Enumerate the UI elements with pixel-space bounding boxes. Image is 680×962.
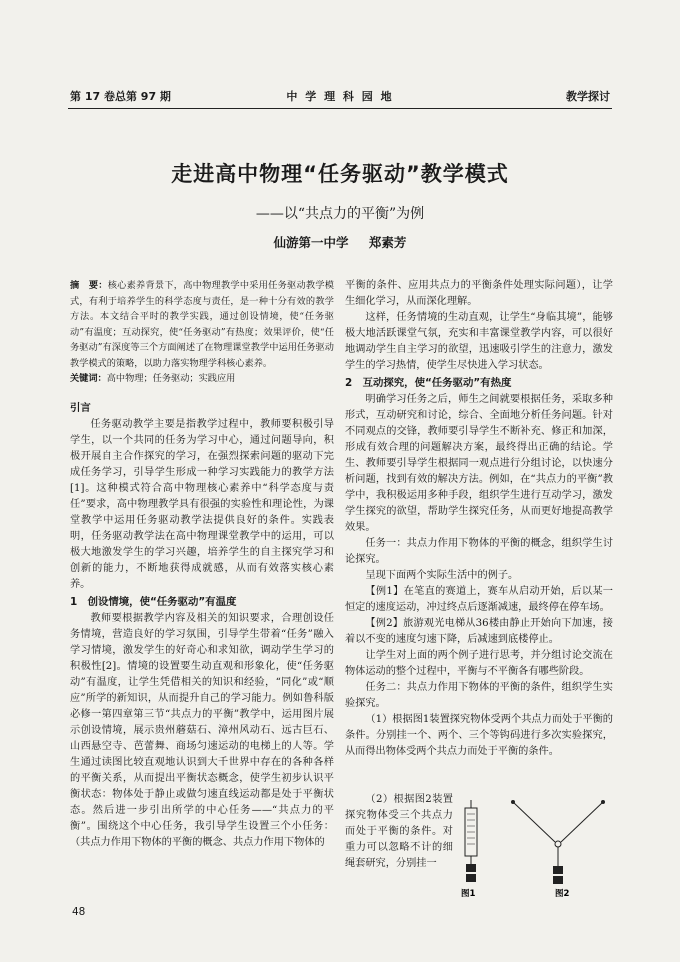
- article-title: 走进高中物理“任务驱动”教学模式: [171, 162, 509, 186]
- experiment-2: （2）根据图2装置探究物体受三个共点力而处于平衡的条件。对重力可以忽略不计的细绳套研究，分别挂一: [345, 794, 453, 869]
- intro-paragraph: 任务驱动教学主要是指教学过程中，教师要积极引导学生，以一个共同的任务为学习中心，通过问题导向，积极开展自主合作探究的学习，在强烈探索问题的驱动下完成任务学习，引导学生形成一种学习实践能力的教学方法[1]。这种模式符合高中物理核心素养中“科学态度与责任”要求，高中物理教学具有很强的实验性和理论性，为课堂教学中运用任务驱动教学法提供良好的条件。实践表明，任务驱动教学法在高中物理课堂教学中的运用，可以极大地激发学生的学习兴趣，培养学生的自主探究学习和创新的能力，不断地获得成就感，从而有效落实核心素养。: [70, 418, 334, 590]
- section1-heading: 1 创设情境，使“任务驱动”有温度: [70, 595, 237, 608]
- section2-heading: 2 互动探究，使“任务驱动”有热度: [345, 377, 512, 389]
- page-number: 48: [72, 906, 86, 918]
- abstract-label: 摘 要：: [70, 280, 108, 291]
- keywords-label: 关键词：: [70, 373, 107, 384]
- header-rule: [68, 108, 612, 109]
- journal-name: 中 学 理 科 园 地: [286, 90, 394, 103]
- keywords-text: 高中物理；任务驱动；实践应用: [106, 373, 236, 384]
- spring-scale-figure: [465, 800, 477, 882]
- running-header: [70, 88, 610, 106]
- right-column: [345, 278, 613, 760]
- author-name: 郑素芳: [368, 235, 407, 250]
- author-school: 仙游第一中学: [273, 235, 349, 250]
- figure-illustration: [453, 800, 613, 900]
- right-paragraph-1: 这样，任务情境的生动直观，让学生“身临其境”，能够极大地活跃课堂气氛，充实和丰富课堂教学内容，可以很好地调动学生自主学习的欲望，迅速吸引学生的注意力，激发学生的学习热情，使学生尽快进入学习状态。: [345, 312, 613, 371]
- experiment-1: （1）根据图1装置探究物体受两个共点力而处于平衡的条件。分别挂一个、两个、三个等钩码进行多次实验探究，从而得出物体受两个共点力而处于平衡的条件。: [345, 714, 613, 757]
- abstract-text: 核心素养背景下，高中物理教学中采用任务驱动教学模式，有利于培养学生的科学态度与责任，是一种十分有效的教学方法。本文结合平时的教学实践，通过创设情境，使“任务驱动”有温度；互动探究，使“任务驱动”有热度；效果评价，使“任务驱动”有深度等三个方面阐述了在物理课堂教学中运用任务驱动教学模式的策略，以助力落实物理学科核心素养。: [70, 280, 334, 369]
- section1-paragraph: 教师要根据教学内容及相关的知识要求，合理创设任务情境，营造良好的学习氛围，引导学生带着“任务”融入学习情境，激发学生的好奇心和求知欲，调动学生学习的积极性[2]。情境的设置要生动直观和形象化，使“任务驱动”有温度，让学生凭借相关的知识和经验，“同化”或“顺应”所学的新知识，从而提升自己的学习能力。例如鲁科版必修一第四章第三节“共点力的平衡”教学中，运用图片展示创设情境，展示贵州蘑菇石、漳州风动石、远古巨石、山西悬空寺、芭蕾舞、商场匀速运动的电梯上的人等。学生通过读图比较直观地认识到大千世界中存在的各种各样的平衡关系，从而提出平衡状态概念，使学生初步认识平衡状态：物体处于静止或做匀速直线运动都是处于平衡状态。然后进一步引出所学的中心任务——“共点力的平衡”。围绕这个中心任务，我引导学生设置三个小任务：（共点力作用下物体的平衡的概念、共点力作用下物体的: [70, 612, 334, 848]
- author-line: [0, 233, 680, 251]
- example-1: 【例1】在笔直的赛道上，赛车从启动开始，后以某一恒定的速度运动，冲过终点后逐渐减速，最终停在停车场。: [345, 586, 613, 613]
- figure-side-text: [345, 792, 453, 872]
- right-paragraph-2: 明确学习任务之后，师生之间就要根据任务，采取多种形式，互动研究和讨论，综合、全面地分析任务问题。针对不同观点的交锋，教师要引导学生不断补充、修正和加深，形成有效合理的问题解决方案，最终得出正确的结论。学生、教师要引导学生根据同一观点进行分组讨论，以快速分析问题，找到有效的解决方法。例如，在“共点力的平衡”教学中，我积极运用多种手段，组织学生进行互动学习，激发学生探究的欲望，帮助学生探究任务，从而更好地提高教学效果。: [345, 394, 613, 533]
- article-subtitle: ——以“共点力的平衡”为例: [255, 206, 425, 222]
- three-force-figure: [511, 800, 605, 884]
- keywords: [70, 371, 334, 387]
- examples-intro: 呈现下面两个实际生活中的例子。: [365, 570, 519, 581]
- task2: 任务二：共点力作用下物体的平衡的条件，组织学生实验探究。: [345, 682, 613, 709]
- column-name: 教学探讨: [566, 90, 610, 103]
- intro-heading: 引言: [70, 401, 91, 414]
- left-column: [70, 278, 334, 851]
- figures: [453, 800, 613, 900]
- figure1-label: 图1: [461, 889, 476, 899]
- right-paragraph-3: 让学生对上面的两个例子进行思考，并分组讨论交流在物体运动的整个过程中，平衡与不平衡各有哪些阶段。: [345, 650, 613, 677]
- figure2-label: 图2: [555, 889, 570, 899]
- example-2: 【例2】旅游观光电梯从36楼由静止开始向下加速，接着以不变的速度匀速下降，后减速到底楼停止。: [345, 618, 613, 645]
- abstract: [70, 278, 334, 371]
- issue-info: 第 17 卷总第 97 期: [70, 90, 171, 103]
- right-paragraph-0: 平衡的条件、应用共点力的平衡条件处理实际问题），让学生细化学习，从而深化理解。: [345, 280, 613, 307]
- task1: 任务一：共点力作用下物体的平衡的概念，组织学生讨论探究。: [345, 538, 613, 565]
